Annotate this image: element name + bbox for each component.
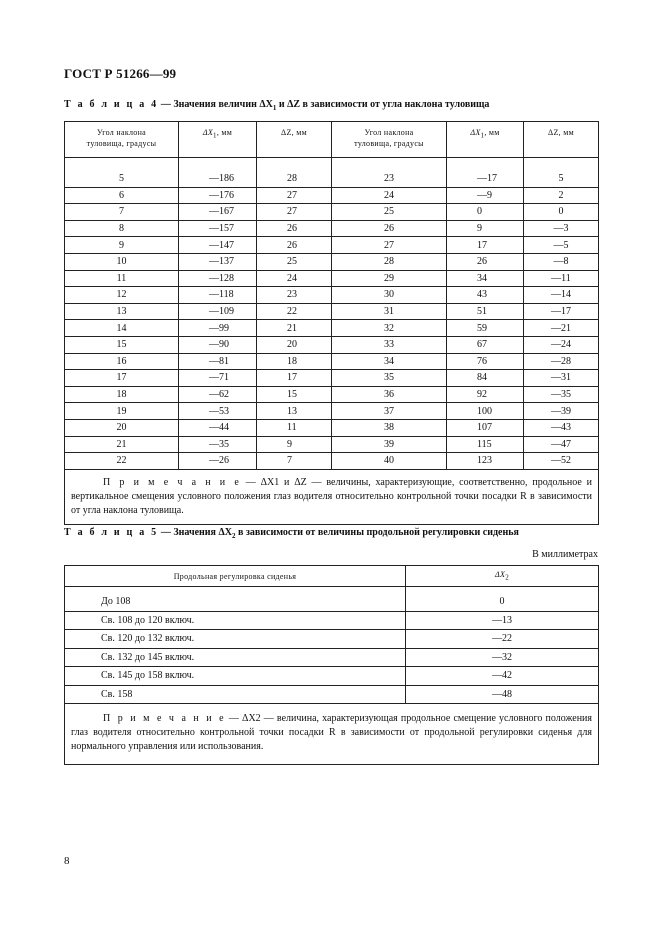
table5-value-cell: —48 [406, 685, 599, 704]
table4-title-text: — Значения величин ΔX [158, 99, 273, 110]
table-cell: 34 [332, 353, 447, 370]
table5-header-row [65, 566, 599, 587]
table-cell: 17 [447, 237, 524, 254]
table-cell: 13 [65, 303, 179, 320]
table-cell: —11 [524, 270, 599, 287]
table-cell: 11 [257, 419, 332, 436]
table-cell: 18 [257, 353, 332, 370]
table-cell: 22 [257, 303, 332, 320]
table-row [65, 187, 599, 204]
table-row [65, 237, 599, 254]
table5-adjust-cell: Св. 158 [65, 685, 406, 704]
table5-title-text: — Значения ΔX [158, 527, 232, 538]
table-cell: 115 [447, 436, 524, 453]
table-cell: —90 [179, 336, 257, 353]
table4-header-angle-2: Угол наклона туловища, градусы [332, 122, 447, 158]
table5-note: П р и м е ч а н и е — ΔX2 — величина, характеризующая продольное смещение условного положения глаз водителя относительно контрольной точки посадки R в зависимости от продольной регулировки сиденья для нормального управления или использования. [65, 704, 599, 765]
table5-title-rest: в зависимости от величины продольной регулировки сиденья [235, 527, 519, 538]
table-cell: 20 [65, 419, 179, 436]
table-row [65, 611, 599, 630]
table-row [65, 370, 599, 387]
table-cell: 92 [447, 386, 524, 403]
table-cell: 5 [65, 158, 179, 188]
table-cell: 24 [257, 270, 332, 287]
table-cell: —109 [179, 303, 257, 320]
table-cell: —167 [179, 204, 257, 221]
table-cell: 6 [65, 187, 179, 204]
table-cell: 31 [332, 303, 447, 320]
table-cell: —128 [179, 270, 257, 287]
table-cell: 17 [257, 370, 332, 387]
table-row [65, 630, 599, 649]
table-row [65, 685, 599, 704]
table5-value-cell: —42 [406, 667, 599, 686]
table4-title [64, 99, 489, 112]
table4-header-row [65, 122, 599, 158]
table-cell: 23 [332, 158, 447, 188]
table4-title-label: Т а б л и ц а 4 [64, 99, 159, 110]
table-cell: 15 [65, 336, 179, 353]
table-row [65, 270, 599, 287]
table-cell: 100 [447, 403, 524, 420]
table5-value-cell: —13 [406, 611, 599, 630]
table-cell: 27 [257, 204, 332, 221]
table-cell: —3 [524, 220, 599, 237]
table4-header-dx: $\Delta X_1$, мм [179, 122, 257, 158]
table-cell: 18 [65, 386, 179, 403]
page-number: 8 [64, 855, 70, 867]
table5-adjust-cell: Св. 120 до 132 включ. [65, 630, 406, 649]
table5-value-cell: —32 [406, 648, 599, 667]
table-cell: 76 [447, 353, 524, 370]
table-cell: 123 [447, 453, 524, 470]
table4-title-rest: и ΔZ в зависимости от угла наклона туловища [276, 99, 490, 110]
table-cell: 27 [332, 237, 447, 254]
table-cell: —157 [179, 220, 257, 237]
table-cell: 15 [257, 386, 332, 403]
table4-note-row [65, 469, 599, 524]
table-cell: 36 [332, 386, 447, 403]
table-cell: 10 [65, 253, 179, 270]
table5-title-sub: 2 [231, 532, 236, 540]
table-cell: 21 [257, 320, 332, 337]
table-cell: —5 [524, 237, 599, 254]
table-cell: 11 [65, 270, 179, 287]
table-cell: 35 [332, 370, 447, 387]
table-cell: 26 [257, 220, 332, 237]
table4-header-dz: ΔZ, мм [257, 122, 332, 158]
table-cell: 37 [332, 403, 447, 420]
table-cell: —47 [524, 436, 599, 453]
table-cell: —8 [524, 253, 599, 270]
table-row [65, 303, 599, 320]
table-row [65, 253, 599, 270]
table-cell: 25 [257, 253, 332, 270]
table5-header-adjust: Продольная регулировка сиденья [65, 566, 406, 587]
table-cell: 7 [65, 204, 179, 221]
table-cell: 7 [257, 453, 332, 470]
table5-note-row [65, 704, 599, 765]
table5-units: В миллиметрах [532, 549, 598, 560]
table4-header-dz-2: ΔZ, мм [524, 122, 599, 158]
table-cell: —24 [524, 336, 599, 353]
table-cell: —62 [179, 386, 257, 403]
table5-title-label: Т а б л и ц а 5 [64, 527, 159, 538]
table-cell: —52 [524, 453, 599, 470]
table-row [65, 587, 599, 612]
table4 [64, 121, 599, 525]
table-cell: 20 [257, 336, 332, 353]
table-cell: 9 [447, 220, 524, 237]
table-cell: 38 [332, 419, 447, 436]
table4-title-sub: 1 [272, 104, 277, 112]
table-cell: 26 [332, 220, 447, 237]
table-cell: 5 [524, 158, 599, 188]
table-row [65, 353, 599, 370]
table-cell: 107 [447, 419, 524, 436]
table5 [64, 565, 599, 765]
table-cell: —137 [179, 253, 257, 270]
table-cell: —39 [524, 403, 599, 420]
table-cell: 13 [257, 403, 332, 420]
table-cell: 8 [65, 220, 179, 237]
table-row [65, 648, 599, 667]
table-cell: —17 [524, 303, 599, 320]
table-cell: 51 [447, 303, 524, 320]
table4-note: П р и м е ч а н и е — ΔX1 и ΔZ — величины, характеризующие, соответственно, продольное и вертикальное смещения условного положения глаз водителя относительно контрольной точки посадки R в зависимости от угла наклона туловища. [65, 469, 599, 524]
table4-header-angle: Угол наклона туловища, градусы [65, 122, 179, 158]
table-cell: 25 [332, 204, 447, 221]
table-cell: —14 [524, 287, 599, 304]
document-code: ГОСТ Р 51266—99 [64, 66, 177, 81]
table-cell: —35 [179, 436, 257, 453]
table-row [65, 287, 599, 304]
table-row [65, 336, 599, 353]
table-row [65, 386, 599, 403]
table-cell: 0 [524, 204, 599, 221]
table-cell: 39 [332, 436, 447, 453]
table-cell: —99 [179, 320, 257, 337]
table-cell: —44 [179, 419, 257, 436]
table-cell: 34 [447, 270, 524, 287]
table5-adjust-cell: Св. 145 до 158 включ. [65, 667, 406, 686]
table-cell: —26 [179, 453, 257, 470]
table-cell: 59 [447, 320, 524, 337]
table-cell: 26 [447, 253, 524, 270]
table-cell: 84 [447, 370, 524, 387]
table-cell: 9 [257, 436, 332, 453]
table5-adjust-cell: До 108 [65, 587, 406, 612]
table-cell: 27 [257, 187, 332, 204]
table-cell: 24 [332, 187, 447, 204]
table-cell: —176 [179, 187, 257, 204]
table-cell: —53 [179, 403, 257, 420]
table-cell: 26 [257, 237, 332, 254]
table-cell: —186 [179, 158, 257, 188]
table-row [65, 220, 599, 237]
table-cell: 28 [332, 253, 447, 270]
table-cell: 21 [65, 436, 179, 453]
table5-value-cell: —22 [406, 630, 599, 649]
table-cell: —81 [179, 353, 257, 370]
table-cell: 29 [332, 270, 447, 287]
table-cell: 67 [447, 336, 524, 353]
table-cell: 14 [65, 320, 179, 337]
table5-value-cell: 0 [406, 587, 599, 612]
table-cell: 12 [65, 287, 179, 304]
table-cell: —43 [524, 419, 599, 436]
table-cell: —147 [179, 237, 257, 254]
table-cell: 33 [332, 336, 447, 353]
table-cell: —28 [524, 353, 599, 370]
table-cell: —9 [447, 187, 524, 204]
table-cell: 32 [332, 320, 447, 337]
table-cell: 16 [65, 353, 179, 370]
table-row [65, 667, 599, 686]
table-cell: 40 [332, 453, 447, 470]
table-row [65, 436, 599, 453]
table-cell: 19 [65, 403, 179, 420]
table-cell: 17 [65, 370, 179, 387]
table-row [65, 453, 599, 470]
table-cell: 30 [332, 287, 447, 304]
table-cell: —118 [179, 287, 257, 304]
table5-adjust-cell: Св. 108 до 120 включ. [65, 611, 406, 630]
table-cell: —21 [524, 320, 599, 337]
table-cell: 43 [447, 287, 524, 304]
table-cell: —71 [179, 370, 257, 387]
table-cell: —17 [447, 158, 524, 188]
table-row [65, 158, 599, 188]
table5-header-dx: $\Delta X_2$ [406, 566, 599, 587]
table-cell: 22 [65, 453, 179, 470]
table-cell: 0 [447, 204, 524, 221]
table-cell: 23 [257, 287, 332, 304]
table-cell: —31 [524, 370, 599, 387]
table-row [65, 204, 599, 221]
table-cell: —35 [524, 386, 599, 403]
table5-title [64, 527, 519, 540]
table-cell: 2 [524, 187, 599, 204]
table5-adjust-cell: Св. 132 до 145 включ. [65, 648, 406, 667]
table-row [65, 419, 599, 436]
table-row [65, 320, 599, 337]
table-cell: 9 [65, 237, 179, 254]
table-cell: 28 [257, 158, 332, 188]
table-row [65, 403, 599, 420]
table4-header-dx-2: $\Delta X_1$, мм [447, 122, 524, 158]
